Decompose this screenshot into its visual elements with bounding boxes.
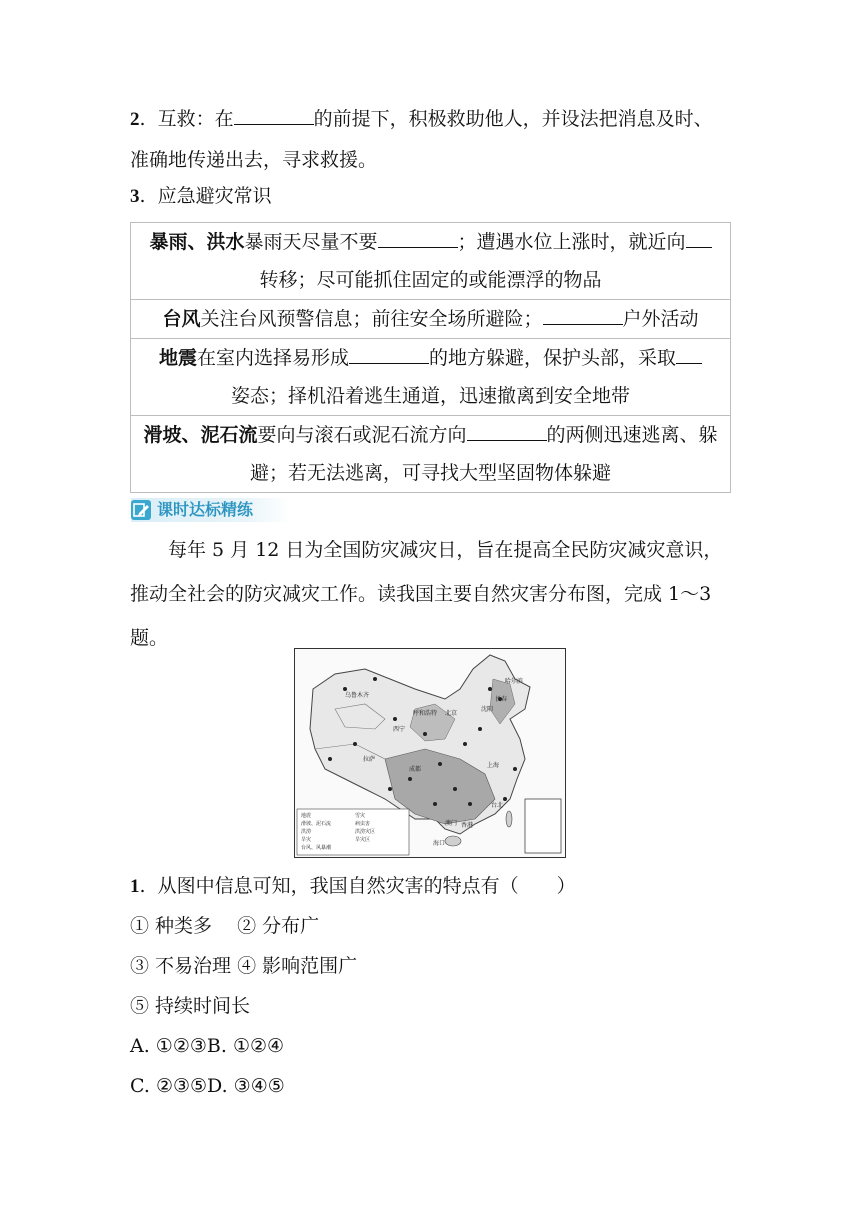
section-title: 课时达标精练 [157, 500, 254, 519]
row-text: 要向与滚石或泥石流方向 [257, 424, 467, 446]
map-legend-item: 旱灾区 [355, 837, 371, 843]
row-text: 关注台风预警信息；前往安全场所避险； [200, 308, 543, 330]
row-text: 的两侧迅速逃离、躲 [546, 424, 718, 446]
intro-paragraph: 每年 5 月 12 日为全国防灾减灾日，旨在提高全民防灾减灾意识，推动全社会的防灾减灾工作。读我国主要自然灾害分布图，完成 1～3 题。 [130, 539, 723, 649]
row-text: 转移；尽可能抓住固定的或能漂浮的物品 [259, 269, 602, 291]
q1-number: 1 [130, 876, 140, 897]
table-cell [131, 339, 731, 416]
map-legend-item: 台风、风暴潮 [301, 845, 332, 851]
map-city-label: 成都 [409, 766, 422, 773]
blank[interactable] [349, 343, 429, 364]
q1-choice-ab[interactable]: A. ①②③B. ①②④ [130, 1035, 285, 1057]
row-text: 的地方躲避，保护头部，采取 [429, 347, 677, 369]
q1-statement-1: ① 种类多 ② 分布广 [130, 915, 320, 937]
q2-text-b: 的前提下，积极救助他人，并设法把消息及时、 [313, 108, 713, 130]
map-legend-item: 地震 [301, 813, 312, 819]
disaster-guide-table [130, 222, 731, 493]
map-city-label: 澳门 [445, 820, 458, 827]
map-legend-item: 雪灾 [355, 813, 366, 819]
table-row [131, 416, 731, 493]
map-city-label: 哈尔滨 [505, 678, 524, 685]
map-city-label: 呼和浩特 [413, 710, 438, 717]
q1-stem-text: 从图中信息可知，我国自然灾害的特点有（ ） [157, 875, 576, 897]
map-legend-item: 病虫害 [355, 821, 371, 827]
q3-title: 应急避灾常识 [157, 185, 272, 207]
q1-choice-cd[interactable]: C. ②③⑤D. ③④⑤ [130, 1075, 285, 1097]
blank[interactable] [378, 227, 458, 248]
map-city-label: 上海 [487, 762, 500, 769]
q3-number: 3 [130, 186, 140, 207]
row-heading-landslide: 滑坡、泥石流 [143, 424, 258, 446]
q2-line1: 2. 互救：在 的前提下，积极救助他人，并设法把消息及时、 [130, 104, 713, 134]
q1-statement-3: ⑤ 持续时间长 [130, 995, 251, 1017]
row-heading-earthquake: 地震 [158, 347, 197, 369]
map-city-label: 台北 [491, 802, 504, 809]
blank[interactable] [676, 343, 702, 364]
map-city-label: 海口 [433, 840, 446, 847]
table-cell [131, 300, 731, 339]
q1-stem: 1. 从图中信息可知，我国自然灾害的特点有（ ） [130, 875, 576, 897]
row-text: 暴雨天尽量不要 [244, 231, 378, 253]
map-city-label: 北京 [445, 710, 458, 717]
pencil-icon [131, 500, 151, 520]
table-row [131, 300, 731, 339]
row-text: 户外活动 [622, 308, 699, 330]
disaster-map [294, 648, 566, 858]
table-cell [131, 416, 731, 493]
q2-blank[interactable] [234, 104, 314, 125]
table-row [131, 223, 731, 300]
china-map-drawing [295, 649, 565, 857]
map-legend-item: 旱灾 [301, 837, 312, 843]
map-city-label: 西宁 [393, 726, 406, 733]
q3-heading: 3. 应急避灾常识 [130, 185, 272, 207]
row-text: ；遭遇水位上涨时，就近向 [457, 231, 686, 253]
row-text: 在室内选择易形成 [196, 347, 349, 369]
map-legend-item: 滑坡、泥石流 [301, 821, 332, 827]
map-city-label: 香港 [461, 822, 474, 829]
map-legend-item: 洪涝 [301, 829, 312, 835]
map-city-label: 拉萨 [363, 756, 376, 763]
table-row [131, 339, 731, 416]
map-city-label: 长春 [495, 696, 508, 703]
row-heading-rainstorm: 暴雨、洪水 [149, 231, 245, 253]
blank[interactable] [686, 227, 712, 248]
map-city-label: 沈阳 [481, 706, 494, 713]
blank[interactable] [543, 304, 623, 325]
map-city-label: 乌鲁木齐 [345, 692, 370, 699]
row-text: 姿态；择机沿着逃生通道，迅速撤离到安全地带 [230, 385, 630, 407]
map-legend-item: 洪涝灾区 [355, 829, 376, 835]
q2-number: 2 [130, 109, 140, 130]
section-tag [131, 498, 291, 522]
table-cell [131, 223, 731, 300]
row-heading-typhoon: 台风 [162, 308, 201, 330]
q2-text-a: 互救：在 [157, 108, 234, 130]
q2-line2: 准确地传递出去，寻求救援。 [130, 149, 378, 171]
row-text: 避；若无法逃离，可寻找大型坚固物体躲避 [249, 462, 611, 484]
blank[interactable] [467, 420, 547, 441]
q1-statement-2: ③ 不易治理 ④ 影响范围广 [130, 955, 358, 977]
